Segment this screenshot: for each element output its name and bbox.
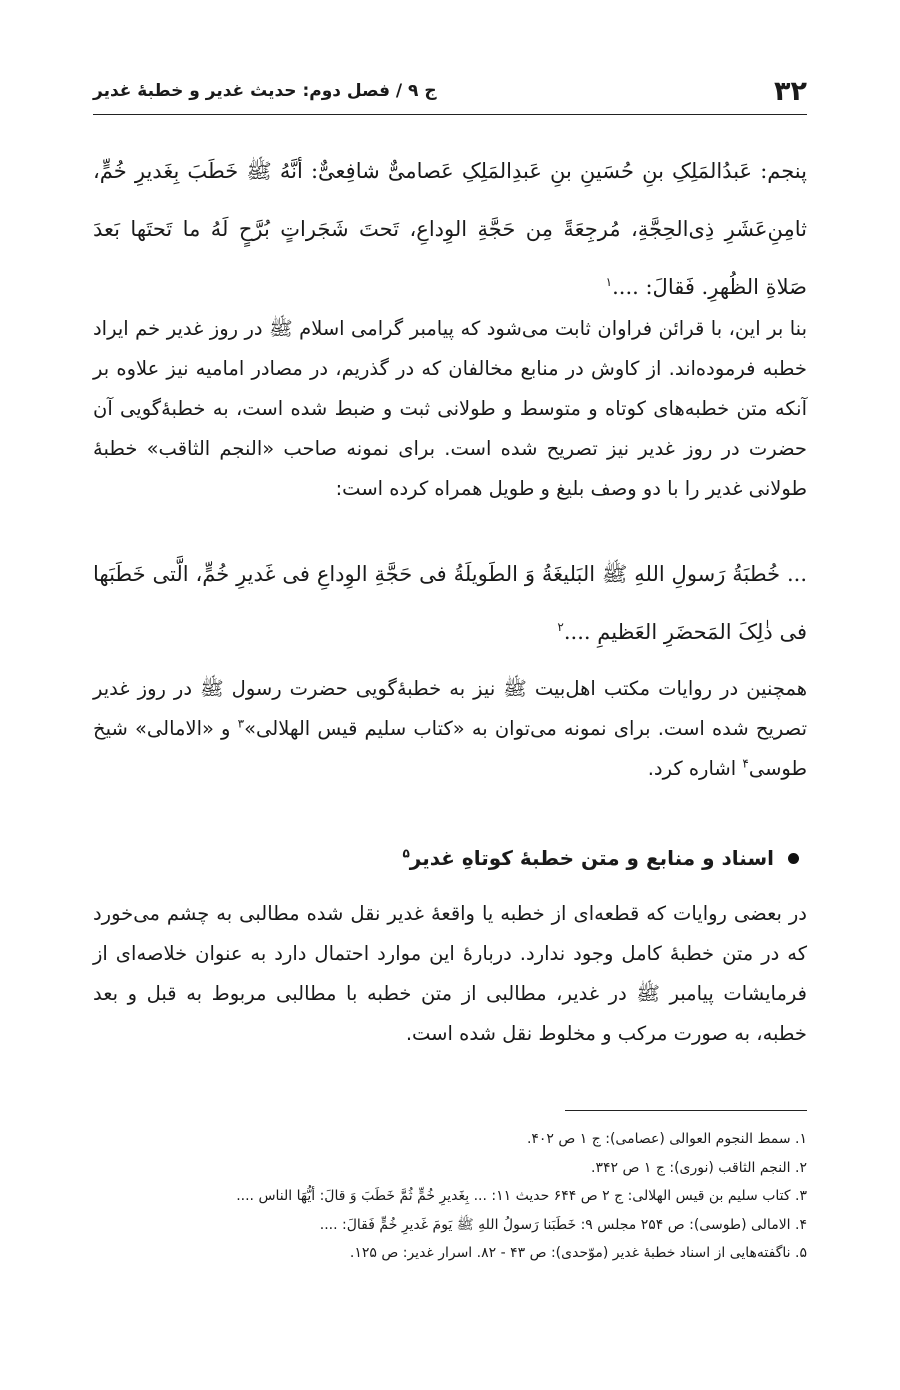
footnote-ref-4: ۴: [742, 756, 749, 771]
footnote-ref-1: ۱: [605, 275, 613, 289]
paragraph-3: در بعضی روایات که قطعه‌ای از خطبه یا واقعهٔ غدیر نقل شده مطالبی به چشم می‌خورد که در متن خطبهٔ کامل وجود ندارد. دربارهٔ این موارد احتمال دارد به عنوان خلاصه‌ای از فرمایشات پیامبر ﷺ در غدیر، مطالبی از متن خطبه با مطالبی مربوط به قبل و بعد خطبه، به صورت مرکب و مخلوط نقل شده است.: [93, 902, 807, 1045]
page-number: ۳۲: [774, 75, 807, 107]
section-heading: [93, 846, 799, 870]
section-heading-text: اسناد و منابع و متن خطبهٔ کوتاهِ غدیر$^۵$: [402, 846, 774, 870]
footnote-ref-5: ۵: [402, 846, 410, 861]
arabic-quote-1-text: پنجم: عَبدُالمَلِکِ بنِ حُسَینِ بنِ عَبدِالمَلِکِ عَصامیٌّ شافِعیٌّ: أنَّهُ ﷺ خَطَبَ بِغَدیرِ خُمٍّ، ثامِنِ‌عَشَرِ ذِی‌الحِجَّةِ، مُرجِعَةً مِن حَجَّةِ الوِداعِ، تَحتَ شَجَراتٍ بُرَّحٍ لَهُ ما تَحتَها بَعدَ صَلاةِ الظُهرِ. فَقالَ: ....: [93, 159, 807, 299]
running-head: ج ۹ / فصل دوم: حدیث غدیر و خطبهٔ غدیر: [93, 81, 437, 101]
footnote-3: ۳. کتاب سلیم بن قیس الهلالی: ج ۲ ص ۶۴۴ حدیث ۱۱: ... بِغَدیرِ خُمٍّ ثُمَّ خَطَبَ وَ قالَ: أیُّهَا الناس ....: [236, 1188, 807, 1204]
arabic-quote-1: [93, 142, 807, 316]
paragraph-2-part-1: همچنین در روایات مکتب اهل‌بیت ﷺ نیز به خطبهٔ‌گویی حضرت رسول ﷺ در روز غدیر تصریح شده است. برای نمونه می‌توان به «کتاب سلیم قیس الهلالی»: [93, 677, 808, 740]
footnote-divider: [565, 1110, 807, 1111]
paragraph-2-part-2: و «الامالی» شیخ طوسی: [93, 717, 807, 780]
footnote-ref-2: ۲: [557, 620, 564, 634]
arabic-quote-2: [93, 545, 807, 661]
page-header: [93, 68, 807, 115]
paragraph-2: [93, 669, 807, 789]
arabic-quote-2-text: ... خُطبَةُ رَسولِ اللهِ ﷺ البَلیغَةُ وَ الطَویلَةُ فی حَجَّةِ الوِداعِ فی غَدیرِ خُمٍّ، الَّتی خَطَبَها فی ذٰلِکَ المَحضَرِ العَظیمِ ....: [93, 562, 807, 644]
footnotes: [93, 1125, 807, 1268]
paragraph-1: بنا بر این، با قرائن فراوان ثابت می‌شود که پیامبر گرامی اسلام ﷺ در روز غدیر خم ایراد خطبه فرموده‌اند. از کاوش در منابع مخالفان که در گذریم، در مصادر امامیه نیز علاوه بر آنکه متن خطبه‌های کوتاه و متوسط و طولانی ثبت و ضبط شده است، به خطبهٔ‌گویی آن حضرت در روز غدیر نیز تصریح شده است. برای نمونه صاحب «النجم الثاقب» خطبهٔ طولانی غدیر را با دو وصف بلیغ و طویل همراه کرده است:: [93, 317, 807, 500]
paragraph-2-part-3: اشاره کرد.: [647, 757, 743, 780]
footnote-4: ۴. الامالی (طوسی): ص ۲۵۴ مجلس ۹: خَطَبَنا رَسولُ اللهِ ﷺ یَومَ غَدیرِ خُمٍّ فَقالَ: ....: [319, 1216, 807, 1233]
footnote-2: ۲. النجم الثاقب (نوری): ج ۱ ص ۳۴۲.: [591, 1159, 807, 1176]
footnote-ref-3: ۳: [237, 716, 245, 731]
bullet-icon: [788, 853, 799, 864]
footnote-1: ۱. سمط النجوم العوالی (عصامی): ج ۱ ص ۴۰۲.: [526, 1131, 807, 1147]
footnote-5: ۵. ناگفته‌هایی از اسناد خطبهٔ غدیر (موّحدی): ص ۴۳ - ۸۲. اسرار غدیر: ص ۱۲۵.: [349, 1245, 807, 1261]
